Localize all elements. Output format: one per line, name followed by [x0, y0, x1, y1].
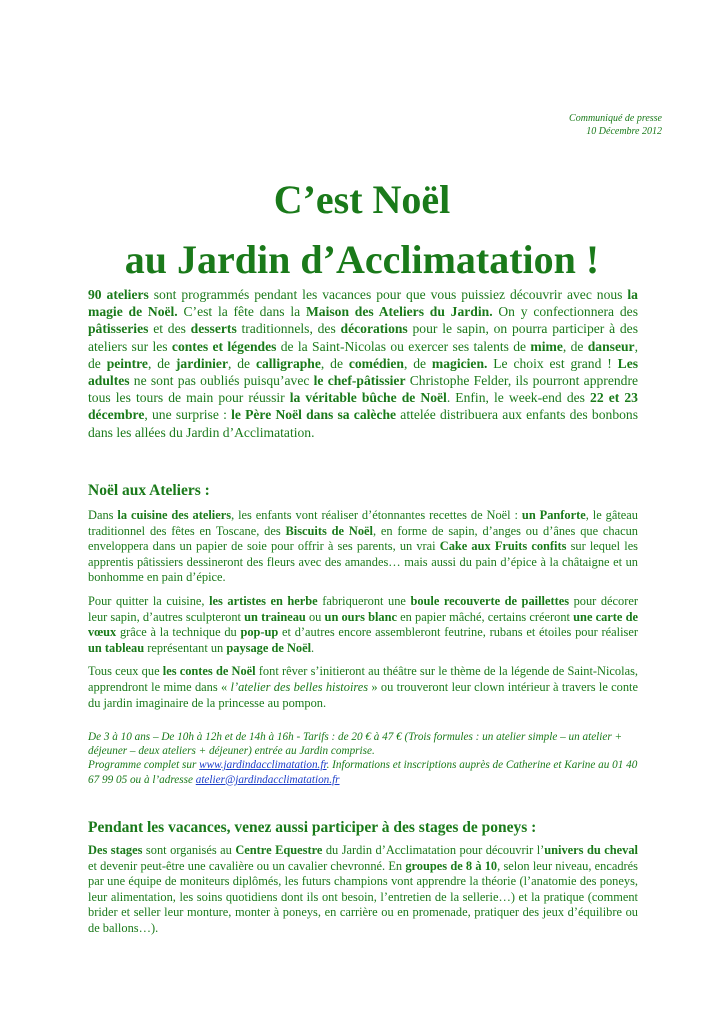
text: , selon leur niveau, encadrés par une équipe de moniteurs diplômés, les futurs champions vont apprendre la théorie (l’anatomie des poneys, leur alimentation, les soins quotidiens dont ils ont besoin, l’entretien de la sellerie…) et la pratique (comment brider et seller leur monture, monter à poneys, en carrière ou en promenade, pratiquer des jeux d’équilibre ou de ballons…).: [88, 858, 638, 935]
text: , en forme de sapin, d’anges ou d’ânes que chacun enveloppera dans un papier de soie pour offrir à ses parents, un vrai: [88, 523, 638, 554]
intro-paragraph: [88, 286, 638, 441]
intro-text: , de: [147, 355, 176, 371]
email-link[interactable]: atelier@jardindacclimatation.fr: [195, 773, 340, 786]
text: Dans: [88, 508, 118, 522]
intro-text: sont programmés pendant les vacances pour que vous puissiez découvrir avec nous: [148, 287, 628, 302]
text: et devenir peut-être une cavalière ou un cavalier chevronné. En: [88, 858, 406, 873]
page-title: [0, 170, 724, 290]
title-line-1: C’est Noël: [273, 177, 451, 222]
intro-bold: 22 et 23 décembre: [88, 390, 638, 423]
website-link[interactable]: www.jardindacclimatation.fr: [199, 759, 327, 772]
bold: paysage de Noël: [226, 640, 312, 655]
intro-bold: desserts: [190, 321, 237, 337]
intro-bold: décorations: [340, 321, 408, 337]
ateliers-paragraph-artistes: [88, 594, 638, 656]
text: Tous ceux que: [88, 664, 163, 679]
intro-bold: calligraphe: [255, 355, 321, 371]
bold: Cake aux Fruits confits: [439, 539, 567, 554]
intro-text: attelée distribuera aux enfants des bonbons dans les allées du Jardin d’Acclimatation.: [88, 407, 639, 440]
text: en papier mâché, certains créeront: [396, 609, 574, 624]
text: du Jardin d’Acclimatation pour découvrir l’: [322, 843, 545, 857]
intro-text: ne sont pas oubliés puisqu’avec: [129, 373, 314, 389]
bold: pop-up: [240, 625, 279, 640]
intro-bold: la véritable bûche de Noël: [289, 390, 447, 406]
text: , le gâteau traditionnel des fêtes en Toscane, des: [88, 508, 638, 538]
bold: un Panforte: [521, 508, 586, 522]
title-line-2: au Jardin d’Acclimatation !: [124, 237, 600, 282]
press-release-label: Communiqué de presse: [569, 113, 662, 124]
text: Programme complet sur: [88, 759, 200, 772]
intro-text: On y confectionnera des: [492, 304, 638, 320]
bold: un tableau: [88, 640, 145, 655]
bold: Des stages: [88, 843, 143, 857]
section-heading-ateliers: Noël aux Ateliers :: [88, 482, 210, 499]
press-release-header: [569, 112, 662, 138]
intro-bold: mime: [530, 338, 563, 354]
italic: l’atelier des belles histoires: [230, 679, 369, 694]
section-ateliers-body: [88, 508, 638, 719]
bold: la cuisine des ateliers: [117, 508, 232, 522]
intro-bold: pâtisseries: [88, 321, 149, 337]
intro-bold: le chef-pâtissier: [313, 373, 406, 389]
text: Pour quitter la cuisine,: [88, 593, 210, 608]
intro-text: de la Saint-Nicolas ou exercer ses talents de: [276, 338, 531, 354]
text: fabriqueront une: [317, 593, 411, 608]
text: représentant un: [144, 640, 227, 655]
bold: les artistes en herbe: [209, 593, 318, 608]
intro-bold: la magie de Noël.: [88, 287, 638, 320]
intro-text: , de: [88, 338, 638, 371]
bold: un traineau: [244, 609, 306, 624]
intro-bold: magicien.: [431, 355, 488, 371]
intro-bold: 90 ateliers: [88, 287, 149, 302]
text: ou: [305, 609, 325, 624]
bold: Biscuits de Noël: [285, 523, 373, 538]
press-release-date: 10 Décembre 2012: [586, 126, 662, 137]
intro-text: , de: [320, 355, 349, 371]
bold: univers du cheval: [544, 843, 639, 857]
intro-bold: jardinier: [175, 355, 229, 371]
text: sur lequel les apprentis pâtissiers dessineront des fleurs avec des amandes… mais aussi du pain d’épice à la châtaigne et un bonhomme en pain d’épice.: [88, 539, 639, 585]
intro-text: , de: [403, 355, 432, 371]
intro-text: et des: [148, 321, 191, 337]
intro-text: , de: [562, 338, 588, 354]
text: et d’autres encore assembleront feutrine, rubans et étoiles pour réaliser: [278, 625, 638, 640]
intro-text: traditionnels, des: [236, 321, 341, 337]
intro-bold: Les adultes: [88, 355, 639, 389]
bold: boule recouverte de paillettes: [410, 593, 570, 608]
text: sont organisés au: [142, 843, 236, 857]
intro-bold: danseur: [587, 338, 635, 354]
intro-text: , une surprise :: [144, 407, 232, 423]
intro-bold: contes et légendes: [171, 338, 277, 354]
ateliers-paragraph-cuisine: [88, 508, 638, 586]
poneys-paragraph: [88, 843, 638, 937]
text: pour décorer leur sapin, d’autres sculpteront: [88, 593, 638, 624]
intro-text: , de: [228, 355, 256, 371]
ateliers-paragraph-contes: [88, 664, 638, 711]
info-contact: [88, 758, 640, 786]
intro-text: Christophe Felder, ils pourront apprendre tous les tours de main pour réussir: [88, 373, 639, 406]
intro-text: . Enfin, le week-end des: [446, 390, 591, 406]
intro-bold: le Père Noël dans sa calèche: [231, 407, 397, 423]
text: , les enfants vont réaliser d’étonnantes recettes de Noël :: [231, 508, 522, 522]
bold: un ours blanc: [324, 609, 397, 624]
text: » ou trouveront leur clown intérieur à travers le conte du jardin imaginaire de la princesse au pompon.: [88, 679, 638, 710]
text: . Informations et inscriptions auprès de Catherine et Karine au 01 40 67 99 05 ou à l’adresse: [88, 759, 638, 786]
intro-text: C’est la fête dans la: [177, 304, 306, 320]
intro-bold: peintre: [106, 355, 148, 371]
intro-text: Le choix est grand !: [487, 355, 618, 371]
text: font rêver s’initieront au théâtre sur le thème de la légende de Saint-Nicolas, apprendront le mime dans «: [88, 664, 638, 694]
info-schedule-prices: De 3 à 10 ans – De 10h à 12h et de 14h à 16h - Tarifs : de 20 € à 47 € (Trois formules : un atelier simple – un atelier + déjeuner – deux ateliers + déjeuner) entrée au Jardin comprise.: [88, 731, 623, 758]
bold: groupes de 8 à 10: [405, 858, 498, 873]
bold: une carte de vœux: [88, 609, 638, 640]
intro-bold: Maison des Ateliers du Jardin.: [305, 304, 493, 320]
bold: les contes de Noël: [162, 664, 256, 679]
text: grâce à la technique du: [116, 625, 241, 640]
section-poneys-body: [88, 843, 638, 945]
bold: Centre Equestre: [235, 843, 323, 857]
section-heading-poneys: Pendant les vacances, venez aussi participer à des stages de poneys :: [88, 819, 537, 836]
intro-bold: comédien: [348, 355, 404, 371]
intro-text: pour le sapin, on pourra participer à des ateliers sur les: [88, 321, 639, 354]
practical-info: [88, 730, 640, 787]
text: .: [311, 640, 315, 655]
